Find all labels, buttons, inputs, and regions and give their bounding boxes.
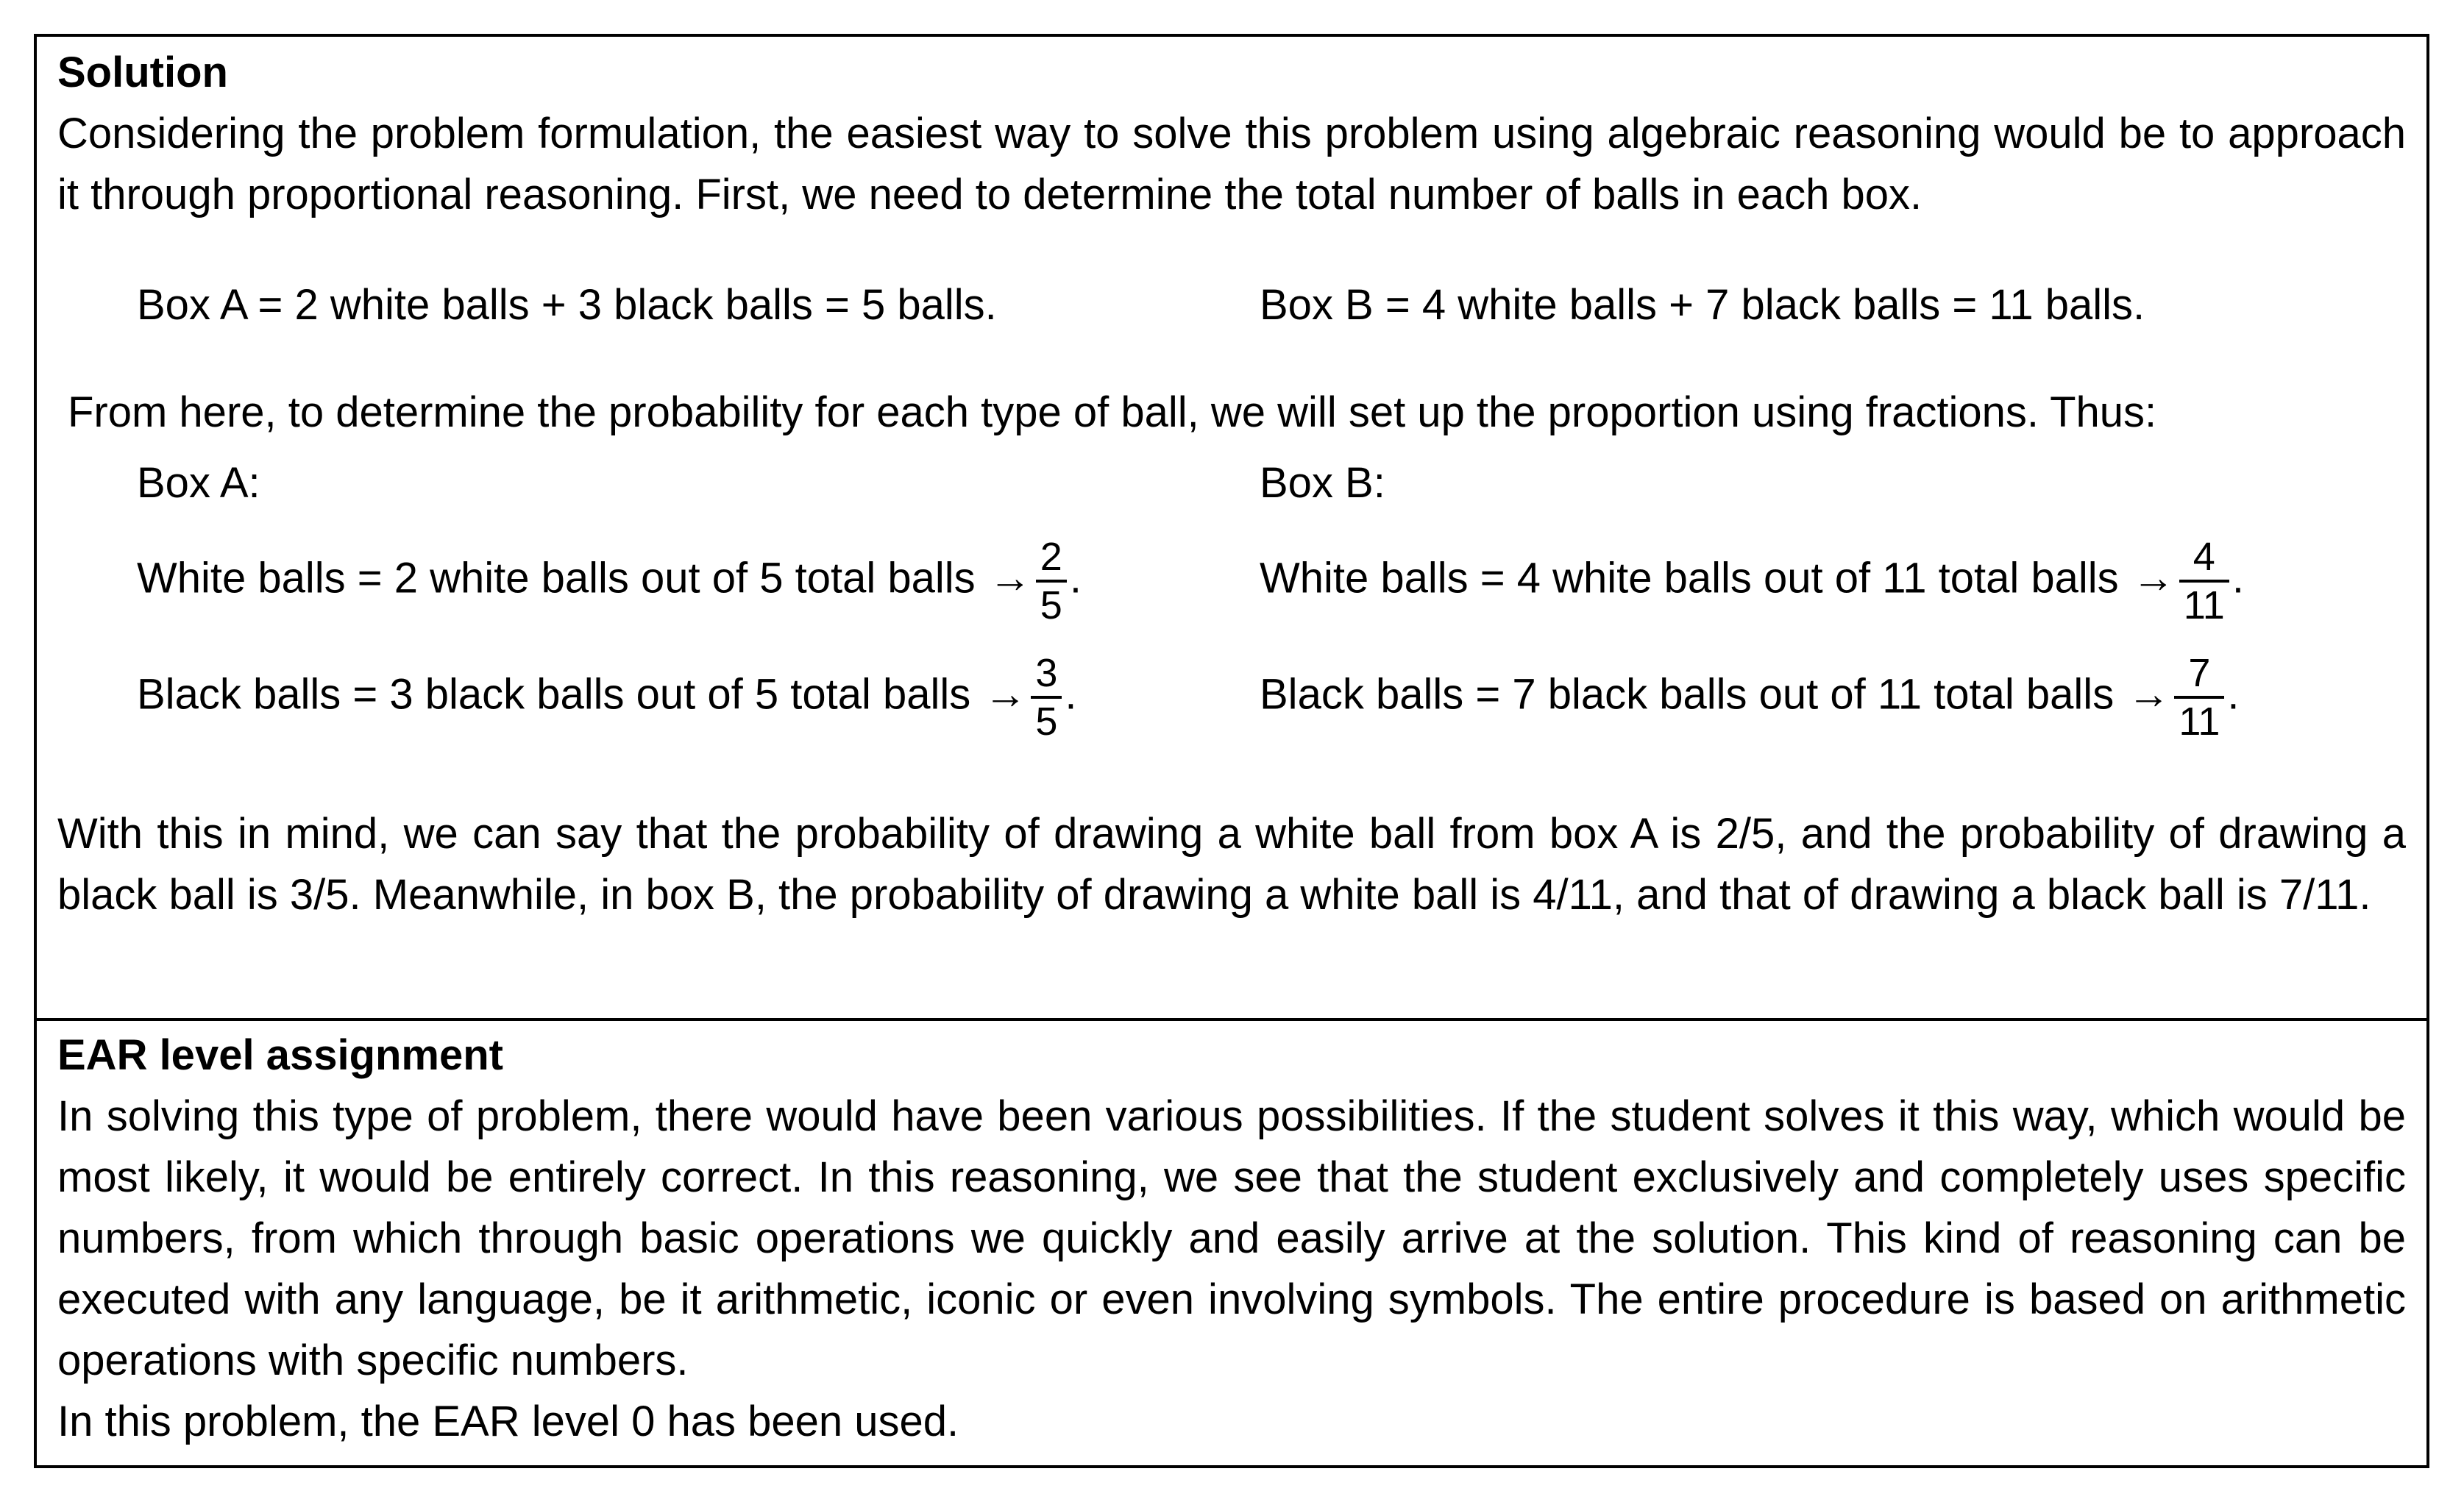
box-a-white-row: [137, 534, 1082, 628]
fraction-numerator: 7: [2188, 651, 2211, 695]
period: .: [1065, 670, 1077, 719]
fraction: [1031, 650, 1062, 744]
fraction: [2174, 650, 2224, 744]
arrow-icon: →: [2127, 670, 2170, 719]
arrow-icon: →: [984, 670, 1027, 719]
fraction-denominator: 11: [2179, 700, 2220, 744]
box-a-black-row: [137, 650, 1077, 744]
solution-heading: Solution: [57, 49, 228, 96]
fraction-numerator: 4: [2193, 535, 2215, 579]
fraction: [1036, 534, 1067, 628]
box-b-white-row: [1260, 534, 2244, 628]
ear-section: [37, 1018, 2426, 1465]
box-b-black-row: [1260, 650, 2240, 744]
box-a-label: Box A:: [137, 459, 260, 507]
fraction-denominator: 5: [1035, 700, 1058, 744]
fraction-numerator: 3: [1035, 651, 1058, 695]
solution-conclusion: With this in mind, we can say that the probability of drawing a white ball from box A is 2/5, and the probability of drawing a black ball is 3/5. Meanwhile, in box B, the probability of drawing a white ball is 4/11, and that of drawing a black ball is 7/11.: [57, 810, 2406, 919]
fraction-denominator: 5: [1040, 583, 1062, 627]
arrow-icon: →: [988, 554, 1032, 602]
box-a-black-text: Black balls = 3 black balls out of 5 total balls: [137, 670, 971, 719]
box-a-total: Box A = 2 white balls + 3 black balls = 5 balls.: [137, 281, 997, 329]
ear-final: In this problem, the EAR level 0 has been used.: [57, 1398, 959, 1445]
fraction-denominator: 11: [2183, 583, 2225, 627]
fraction: [2179, 534, 2229, 628]
box-b-total: Box B = 4 white balls + 7 black balls = 11 balls.: [1260, 281, 2145, 329]
fraction-numerator: 2: [1040, 535, 1062, 579]
period: .: [1069, 554, 1082, 602]
box-b-white-text: White balls = 4 white balls out of 11 total balls: [1260, 554, 2119, 602]
fractions-intro: From here, to determine the probability for each type of ball, we will set up the proportion using fractions. Thus:: [68, 388, 2157, 436]
ear-heading: EAR level assignment: [57, 1031, 503, 1079]
period: .: [2232, 554, 2244, 602]
ear-body: In solving this type of problem, there would have been various possibilities. If the student solves it this way, which would be most likely, it would be entirely correct. In this reasoning, we see that the student exclusively and completely uses specific numbers, from which through basic operations we quickly and easily arrive at the solution. This kind of reasoning can be executed with any language, be it arithmetic, iconic or even involving symbols. The entire procedure is based on arithmetic operations with specific numbers.: [57, 1092, 2406, 1384]
solution-section: [37, 37, 2426, 1018]
box-a-white-text: White balls = 2 white balls out of 5 total balls: [137, 554, 976, 602]
arrow-icon: →: [2131, 554, 2175, 602]
box-b-label: Box B:: [1260, 459, 1385, 507]
solution-intro: Considering the problem formulation, the easiest way to solve this problem using algebraic reasoning would be to approach it through proportional reasoning. First, we need to determine the total number of balls in each box.: [57, 110, 2406, 218]
document-table: [34, 34, 2429, 1468]
box-b-black-text: Black balls = 7 black balls out of 11 total balls: [1260, 670, 2115, 719]
period: .: [2227, 670, 2240, 719]
